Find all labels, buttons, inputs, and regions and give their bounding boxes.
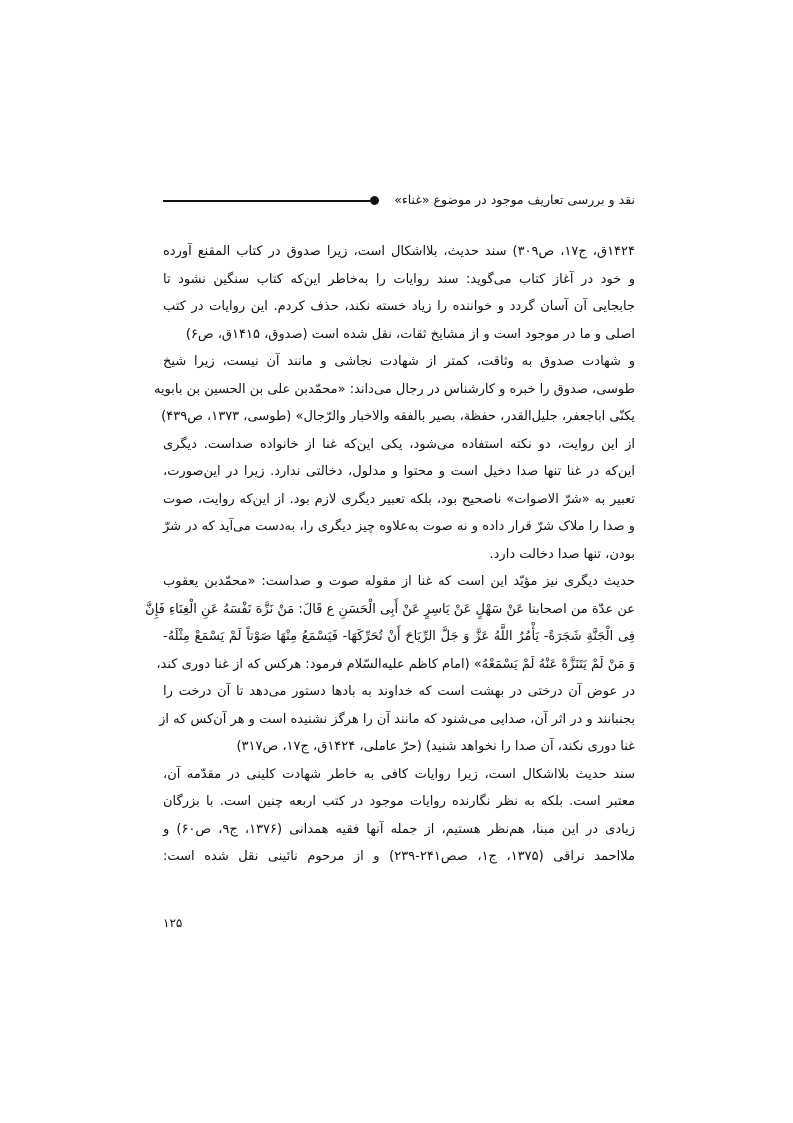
text-line: غنا دوری نکند، آن صدا را نخواهد شنید) (حرّ عاملی، ۱۴۲۴ق، ج۱۷، ص۳۱۷) [236,739,635,754]
text-line: اصلی و ما در موجود است و از مشایخ ثقات، نقل شده است (صدوق، ۱۴۱۵ق، ص۶) [185,326,635,342]
text-line: از این روایت، دو نکته استفاده می‌شود، یکی این‌که غنا از خانواده صداست. دیگری [163,436,635,452]
header-bullet [370,196,379,205]
text-line: وَ مَنْ لَمْ یَتَنَزَّهْ عَنْهُ لَمْ یَسْمَعْهُ» (امام کاظم علیه‌السّلام فرمود: هرکس که از غنا دوری کند، [156,656,635,672]
text-line: ۱۴۲۴ق، ج۱۷، ص۳۰۹) سند حدیث، بلااشکال است، زیرا صدوق در کتاب المقنع آورده [163,244,635,259]
running-header-title: نقد و بررسی تعاریف موجود در موضوع «غناء» [394,192,635,207]
header-rule [163,200,370,202]
text-line: طوسی، صدوق را خبره و کارشناس در رجال می‌داند: «محمّدبن علی بن الحسین بن بابویه [153,381,635,397]
body-text [145,238,635,871]
text-line: سند حدیث بلااشکال است، زیرا روایات کافی به خاطر شهادت کلینی در مقدّمه آن، [163,766,635,782]
text-line: حدیث دیگری نیز مؤیّد این است که غنا از مقوله صوت و صداست: «محمّدبن یعقوب [163,574,635,589]
running-header [163,190,635,212]
page-number: ۱۲۵ [163,916,183,930]
text-line: جابجایی آن آسان گردد و خواننده را زیاد خسته نکند، حذف کردم. این روایات در کتب [163,299,635,314]
text-line: عن عدّة من اصحابنا عَنْ سَهْلٍ عَنْ یَاسِرٍ عَنْ أَبِی الْحَسَنِ ع قَالَ: مَنْ نَزَّهَ نَفْسَهُ عَنِ الْغِنَاءِ فَإِنَّ [145,601,635,617]
text-line: و خود در آغاز کتاب می‌گوید: سند روایات را به‌خاطر این‌که کتاب سنگین نشود تا [163,271,635,287]
text-line: بودن، تنها صدا دخالت دارد. [489,546,635,562]
text-line: ملااحمد نراقی (۱۳۷۵، ج۱، صص۲۴۱-۲۳۹) و از مرحوم نائینی نقل شده است: [163,849,635,864]
text-line: تعبیر به «شرّ الاصوات» ناصحیح بود، بلکه تعبیر دیگری لازم بود. از این‌که روایت، صوت [163,491,635,507]
text-line: فِی الْجَنَّةِ شَجَرَةً- یَأْمُرُ اللَّهُ عَزَّ وَ جَلَّ الرِّیَاحَ أَنْ تُحَرِّکَهَا- فَیَسْمَعُ مِنْهَا صَوْتاً لَمْ یَسْمَعْ مِثْلَهُ- [163,629,635,644]
text-line: معتبر است. بلکه به نظر نگارنده روایات موجود در کتب اربعه چنین است. با بزرگان [163,794,635,809]
text-line: این‌که در غنا تنها صدا دخیل است و محتوا و مدلول، دخالتی ندارد. زیرا در این‌صورت، [163,464,635,479]
text-line: و شهادت صدوق به وثاقت، کمتر از شهادت نجاشی و مانند آن نیست، زیرا شیخ [163,354,635,369]
text-line: بجنبانند و در اثر آن، صدایی می‌شنود که مانند آن را هرگز نشنیده است و هر آن‌کس که از [159,711,635,727]
text-line: یکنّی اباجعفر، جلیل‌القدر، حفظة، بصیر بالفقه والاخبار والرّجال» (طوسی، ۱۳۷۳، ص۴۳۹) [161,409,635,424]
text-line: در عوض آن درختی در بهشت است که خداوند به بادها دستور می‌دهد تا آن درخت را [163,684,635,699]
text-line: و صدا را ملاک شرّ قرار داده و نه صوت به‌علاوه چیز دیگری را، به‌دست می‌آید که در شرّ [163,519,635,534]
text-line: زیادی در این مبنا، هم‌نظر هستیم، از جمله آنها فقیه همدانی (۱۳۷۶، ج۹، ص۶۰) و [163,821,635,837]
